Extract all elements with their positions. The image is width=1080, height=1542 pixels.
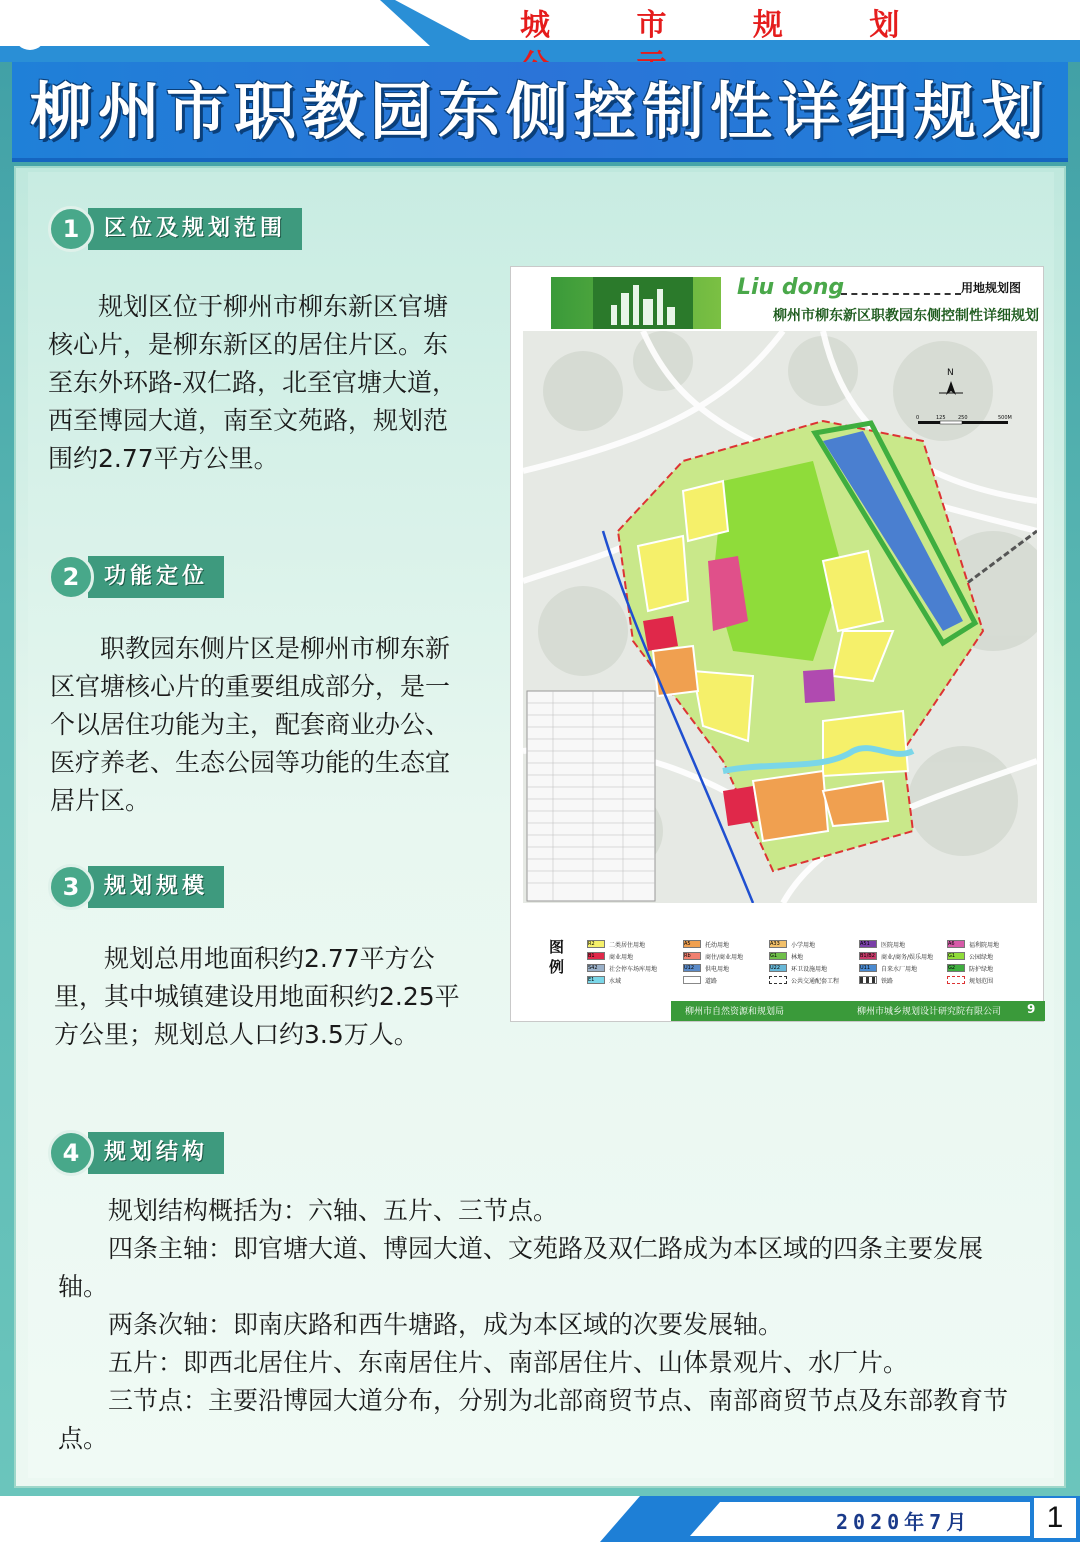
legend-label: 托幼用地 xyxy=(705,941,730,949)
section-4-body xyxy=(58,1192,1018,1458)
north-label: N xyxy=(947,368,954,378)
section-heading: 功能定位 xyxy=(88,556,224,598)
legend-label: 医院用地 xyxy=(881,941,906,949)
map-legend xyxy=(523,931,1037,1001)
boundary-swatch xyxy=(947,976,965,984)
legend-swatch: R2 xyxy=(587,940,605,948)
section-1-header xyxy=(48,206,302,252)
section-heading: 区位及规划范围 xyxy=(88,208,302,250)
legend-swatch: A5 xyxy=(683,940,701,948)
legend-item xyxy=(587,975,621,985)
legend-item xyxy=(947,939,999,949)
legend-item xyxy=(947,975,993,985)
legend-item xyxy=(947,963,993,973)
legend-item xyxy=(683,951,743,961)
legend-swatch: B1 xyxy=(587,952,605,960)
legend-item xyxy=(683,975,717,985)
notice-label: 城 市 规 划 xyxy=(520,8,938,43)
legend-title: 图例 xyxy=(549,938,565,976)
paragraph: 职教园东侧片区是柳州市柳东新区官塘核心片的重要组成部分，是一个以居住功能为主，配套商业办公、医疗养老、生态公园等功能的生态宜居片区。 xyxy=(50,634,451,815)
section-4-header xyxy=(48,1130,224,1176)
paragraph: 规划总用地面积约2.77平方公里，其中城镇建设用地面积约2.25平方公里；规划总人口约3.5万人。 xyxy=(54,944,460,1049)
section-heading: 规划结构 xyxy=(88,1132,224,1174)
paragraph: 三节点：主要沿博园大道分布，分别为北部商贸节点、南部商贸节点及东部教育节点。 xyxy=(58,1386,1009,1453)
legend-swatch: E1 xyxy=(587,976,605,984)
road-swatch xyxy=(683,976,701,984)
section-heading: 规划规模 xyxy=(88,866,224,908)
legend-label: 商住/商业用地 xyxy=(705,953,744,961)
map-header xyxy=(511,267,1045,329)
map-page-number: 9 xyxy=(1027,1002,1036,1016)
page-number: 1 xyxy=(1034,1498,1076,1538)
section-3-header xyxy=(48,864,224,910)
legend-swatch: U11 xyxy=(859,964,877,972)
map-footer-left: 柳州市自然资源和规划局 xyxy=(685,1007,785,1017)
legend-label: 福利院用地 xyxy=(969,941,1000,949)
legend-swatch: G1 xyxy=(769,952,787,960)
legend-swatch: U12 xyxy=(683,964,701,972)
legend-item xyxy=(683,963,729,973)
paragraph: 四条主轴：即官塘大道、博园大道、文苑路及双仁路成为本区域的四条主要发展轴。 xyxy=(58,1234,984,1301)
legend-item xyxy=(587,951,633,961)
legend-label: 商业用地 xyxy=(609,953,634,961)
legend-label: 防护绿地 xyxy=(969,965,994,973)
section-2-header xyxy=(48,554,224,600)
legend-label: 供电用地 xyxy=(705,965,730,973)
legend-swatch: Rb xyxy=(683,952,701,960)
map-header-rule xyxy=(841,293,961,295)
legend-label: 社会停车场库用地 xyxy=(609,965,658,973)
legend-swatch: A33 xyxy=(769,940,787,948)
scale-label: 0 xyxy=(916,415,920,421)
legend-label: 规划范围 xyxy=(969,977,994,985)
legend-label: 小学用地 xyxy=(791,941,816,949)
legend-item xyxy=(587,939,645,949)
legend-swatch: S42 xyxy=(587,964,605,972)
paragraph: 规划结构概括为：六轴、五片、三节点。 xyxy=(108,1196,559,1225)
map-footer xyxy=(671,1001,1045,1021)
legend-swatch: G2 xyxy=(947,964,965,972)
skyline-icon xyxy=(593,277,693,329)
section-number: 2 xyxy=(48,554,94,600)
legend-item xyxy=(859,975,893,985)
legend-item xyxy=(769,963,827,973)
scale-label: 125 xyxy=(936,415,946,421)
legend-item xyxy=(587,963,657,973)
section-2-body xyxy=(50,630,460,820)
paragraph: 规划区位于柳州市柳东新区官塘核心片，是柳东新区的居住片区。东至东外环路-双仁路，北至官塘大道，西至博园大道，南至文苑路，规划范围约2.77平方公里。 xyxy=(48,292,458,473)
legend-swatch: G1 xyxy=(947,952,965,960)
legend-item xyxy=(859,939,905,949)
paragraph: 两条次轴：即南庆路和西牛塘路，成为本区域的次要发展轴。 xyxy=(108,1310,784,1339)
section-number: 1 xyxy=(48,206,94,252)
legend-item xyxy=(769,939,815,949)
section-3-body xyxy=(54,940,464,1054)
legend-label: 自来水厂用地 xyxy=(881,965,918,973)
transit-swatch xyxy=(769,976,787,984)
section-number: 3 xyxy=(48,864,94,910)
legend-item xyxy=(859,951,933,961)
land-use-map xyxy=(523,331,1037,903)
legend-item xyxy=(683,939,729,949)
map-type-label: 用地规划图 xyxy=(961,281,1022,295)
legend-item xyxy=(859,963,917,973)
legend-label: 林地 xyxy=(791,953,804,961)
map-brand: Liu dong xyxy=(737,275,845,300)
section-1-body xyxy=(48,288,458,478)
header-dot xyxy=(14,18,46,50)
legend-item xyxy=(947,951,993,961)
paragraph: 五片：即西北居住片、东南居住片、南部居住片、山体景观片、水厂片。 xyxy=(108,1348,909,1377)
legend-swatch: U22 xyxy=(769,964,787,972)
legend-label: 公园绿地 xyxy=(969,953,994,961)
railway-swatch xyxy=(859,976,877,984)
map-title: 柳州市柳东新区职教园东侧控制性详细规划 xyxy=(773,308,1039,324)
title-bar xyxy=(12,62,1068,162)
legend-label: 道路 xyxy=(705,977,718,985)
legend-swatch: A6 xyxy=(947,940,965,948)
land-use-map-figure xyxy=(510,266,1044,1022)
legend-label: 二类居住用地 xyxy=(609,941,646,949)
legend-swatch: A51 xyxy=(859,940,877,948)
page-title: 柳州市职教园东侧控制性详细规划 xyxy=(29,75,1050,148)
section-number: 4 xyxy=(48,1130,94,1176)
legend-label: 商业/商务/娱乐用地 xyxy=(881,953,934,961)
legend-label: 铁路 xyxy=(881,977,894,985)
legend-swatch: B1/B2 xyxy=(859,952,877,960)
map-footer-right: 柳州市城乡规划设计研究院有限公司 xyxy=(857,1007,1002,1017)
scale-label: 500M xyxy=(998,415,1012,421)
legend-label: 水域 xyxy=(609,977,622,985)
legend-item xyxy=(769,975,839,985)
legend-item xyxy=(769,951,803,961)
scale-label: 250 xyxy=(958,415,968,421)
legend-label: 公共交通配套工程 xyxy=(791,977,840,985)
legend-label: 环卫设施用地 xyxy=(791,965,828,973)
publish-date: 2020年7月 xyxy=(836,1510,972,1534)
